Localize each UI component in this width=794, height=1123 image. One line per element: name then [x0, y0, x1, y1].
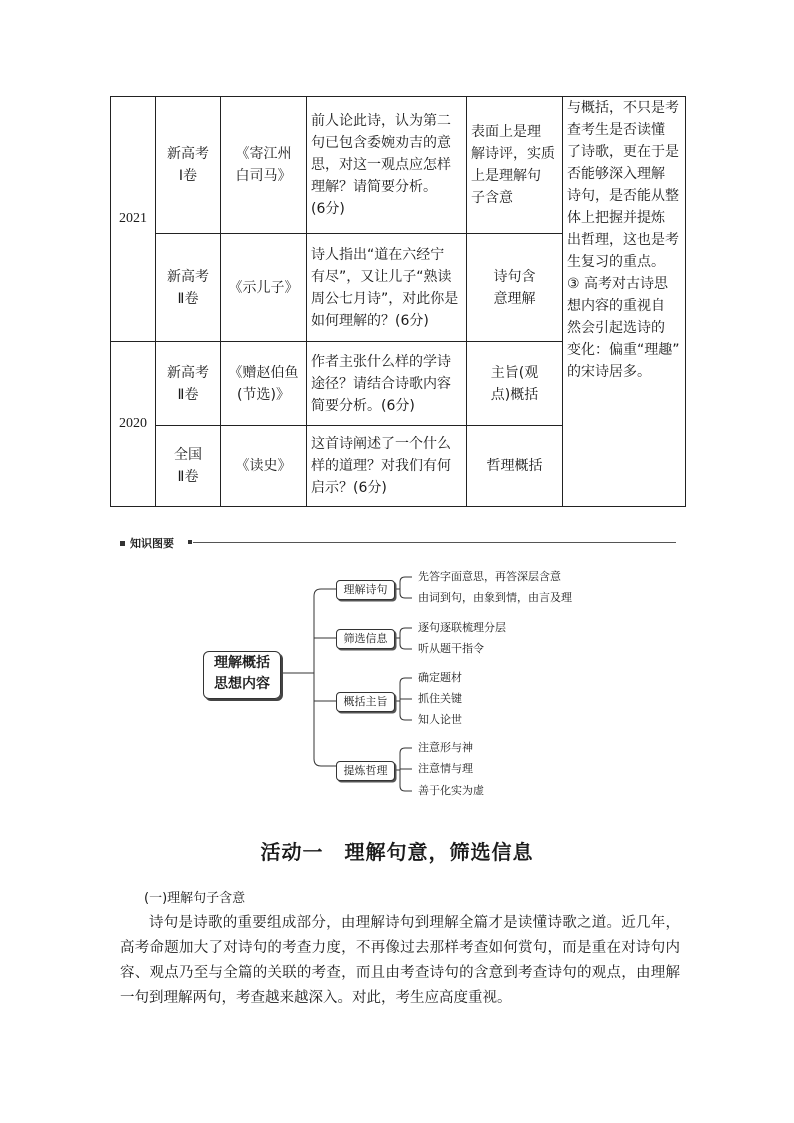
- title-line: 《赠赵伯鱼: [228, 364, 299, 381]
- paper-cell: [156, 234, 221, 342]
- analysis-line: 诗句，是否能从整: [567, 188, 679, 204]
- paper-line: Ⅰ卷: [178, 168, 198, 184]
- mindmap-leaf: 注意形与神: [418, 742, 473, 754]
- focus-line: 主旨(观: [490, 364, 539, 381]
- title-line: (节选)》: [237, 386, 290, 403]
- focus-line: 子含意: [471, 190, 513, 206]
- poem-title-cell: [221, 97, 307, 234]
- connector-line: [400, 678, 412, 720]
- analysis-line: 然会引起选诗的: [567, 320, 665, 336]
- analysis-line: 否能够深入理解: [567, 166, 665, 182]
- poem-title-cell: [221, 234, 307, 342]
- focus-cell: [467, 426, 563, 507]
- mindmap-leaf: 逐句逐联梳理分层: [418, 622, 506, 634]
- table-row: [111, 97, 686, 234]
- connector-line: [314, 589, 321, 766]
- question-line: 周公七月诗”，对此你是: [311, 290, 459, 307]
- question-line: 前人论此诗，认为第二: [311, 113, 451, 129]
- question-line: (6分): [311, 201, 345, 217]
- year-cell: 2021: [111, 97, 156, 342]
- section-title-text: 知识图要: [130, 537, 174, 550]
- question-line: 诗人指出“道在六经宁: [311, 246, 445, 263]
- square-bullet-icon: [188, 540, 192, 544]
- analysis-line: ③ 高考对古诗思: [567, 276, 669, 292]
- paper-cell: [156, 342, 221, 426]
- question-cell: [307, 234, 467, 342]
- paper-line: 新高考: [167, 268, 209, 285]
- mindmap-leaf: 听从题干指令: [418, 643, 484, 655]
- paper-line: Ⅱ卷: [177, 469, 199, 485]
- focus-cell: [467, 234, 563, 342]
- branch-refine-philosophy: 提炼哲理: [336, 761, 395, 781]
- poem-title-cell: [221, 342, 307, 426]
- question-line: 作者主张什么样的学诗: [311, 353, 451, 370]
- root-line: 思想内容: [214, 676, 270, 692]
- question-line: 简要分析。(6分): [311, 397, 415, 414]
- mindmap-leaf: 善于化实为虚: [418, 785, 484, 797]
- connector-line: [400, 577, 412, 598]
- activity-title: 活动一 理解句意，筛选信息: [260, 840, 534, 864]
- title-line: 《示儿子》: [228, 279, 299, 296]
- question-line: 这首诗阐述了一个什么: [311, 436, 451, 452]
- focus-line: 解诗评，实质: [471, 146, 555, 162]
- question-line: 样的道理？对我们有何: [311, 458, 451, 474]
- focus-line: 表面上是理: [471, 124, 541, 140]
- paper-line: Ⅱ卷: [177, 386, 199, 403]
- paper-line: Ⅱ卷: [177, 290, 199, 307]
- title-line: 《读史》: [235, 458, 292, 474]
- focus-cell: [467, 97, 563, 234]
- paper-cell: [156, 97, 221, 234]
- branch-filter-info: 筛选信息: [336, 629, 395, 649]
- question-cell: [307, 342, 467, 426]
- focus-line: 哲理概括: [486, 458, 543, 474]
- analysis-line: 与概括，不只是考: [567, 100, 679, 116]
- analysis-line: 变化：偏重“理趣”: [567, 342, 680, 358]
- year-cell: 2020: [111, 342, 156, 507]
- focus-line: 意理解: [493, 290, 536, 307]
- poem-title-cell: [221, 426, 307, 507]
- section-title: [120, 535, 174, 551]
- focus-line: 诗句含: [493, 268, 536, 285]
- root-line: 理解概括: [214, 655, 270, 671]
- question-line: 有尽”，又让儿子“熟读: [311, 268, 452, 285]
- section-divider: [193, 542, 676, 543]
- paper-line: 新高考: [167, 146, 209, 162]
- question-line: 句已包含委婉劝吉的意: [311, 135, 451, 151]
- mindmap-leaf: 确定题材: [418, 672, 462, 684]
- title-line: 《寄江州: [235, 146, 292, 162]
- mindmap-root: [203, 651, 281, 699]
- analysis-line: 体上把握并提炼: [567, 210, 665, 226]
- mindmap-leaf: 由词到句，由象到情，由言及理: [418, 592, 572, 604]
- mindmap-leaf: 先答字面意思，再答深层含意: [418, 571, 561, 583]
- branch-summarize-theme: 概括主旨: [336, 692, 395, 712]
- connector-line: [400, 748, 412, 791]
- paper-line: 新高考: [167, 364, 209, 381]
- question-cell: [307, 97, 467, 234]
- connector-line: [400, 628, 412, 649]
- analysis-line: 了诗歌，更在于是: [567, 144, 679, 160]
- question-cell: [307, 426, 467, 507]
- analysis-line: 的宋诗居多。: [567, 364, 651, 380]
- paper-line: 全国: [174, 447, 202, 463]
- body-paragraph: 诗句是诗歌的重要组成部分，由理解诗句到理解全篇才是读懂诗歌之道。近几年，高考命题加大了对诗句的考查力度，不再像过去那样考查如何赏句，而是重在对诗句内容、观点乃至与全篇的关联的考查，而且由考查诗句的含意到考查诗句的观点，由理解一句到理解两句，考查越来越深入。对此，考生应高度重视。: [120, 915, 680, 1006]
- question-line: 思，对这一观点应怎样: [311, 157, 451, 173]
- analysis-cell: [563, 97, 686, 507]
- analysis-line: 出哲理，这也是考: [567, 232, 679, 248]
- mindmap-leaf: 知人论世: [418, 714, 462, 726]
- analysis-line: 想内容的重视自: [567, 298, 665, 314]
- title-line: 白司马》: [235, 168, 292, 184]
- subheading: (一)理解句子含意: [144, 891, 246, 906]
- mindmap-leaf: 抓住关键: [418, 693, 462, 705]
- question-line: 如何理解的？(6分): [311, 312, 429, 329]
- square-bullet-icon: [120, 541, 125, 546]
- analysis-line: 查考生是否读懂: [567, 122, 665, 138]
- focus-line: 上是理解句: [471, 168, 541, 184]
- focus-line: 点)概括: [490, 386, 539, 403]
- question-line: 理解？请简要分析。: [311, 179, 437, 195]
- analysis-line: 生复习的重点。: [567, 254, 665, 270]
- mindmap-leaf: 注意情与理: [418, 763, 473, 775]
- branch-understand-lines: 理解诗句: [336, 580, 395, 600]
- exam-table: [110, 96, 686, 507]
- question-line: 途径？请结合诗歌内容: [311, 375, 451, 392]
- focus-cell: [467, 342, 563, 426]
- question-line: 启示？(6分): [311, 480, 387, 496]
- paper-cell: [156, 426, 221, 507]
